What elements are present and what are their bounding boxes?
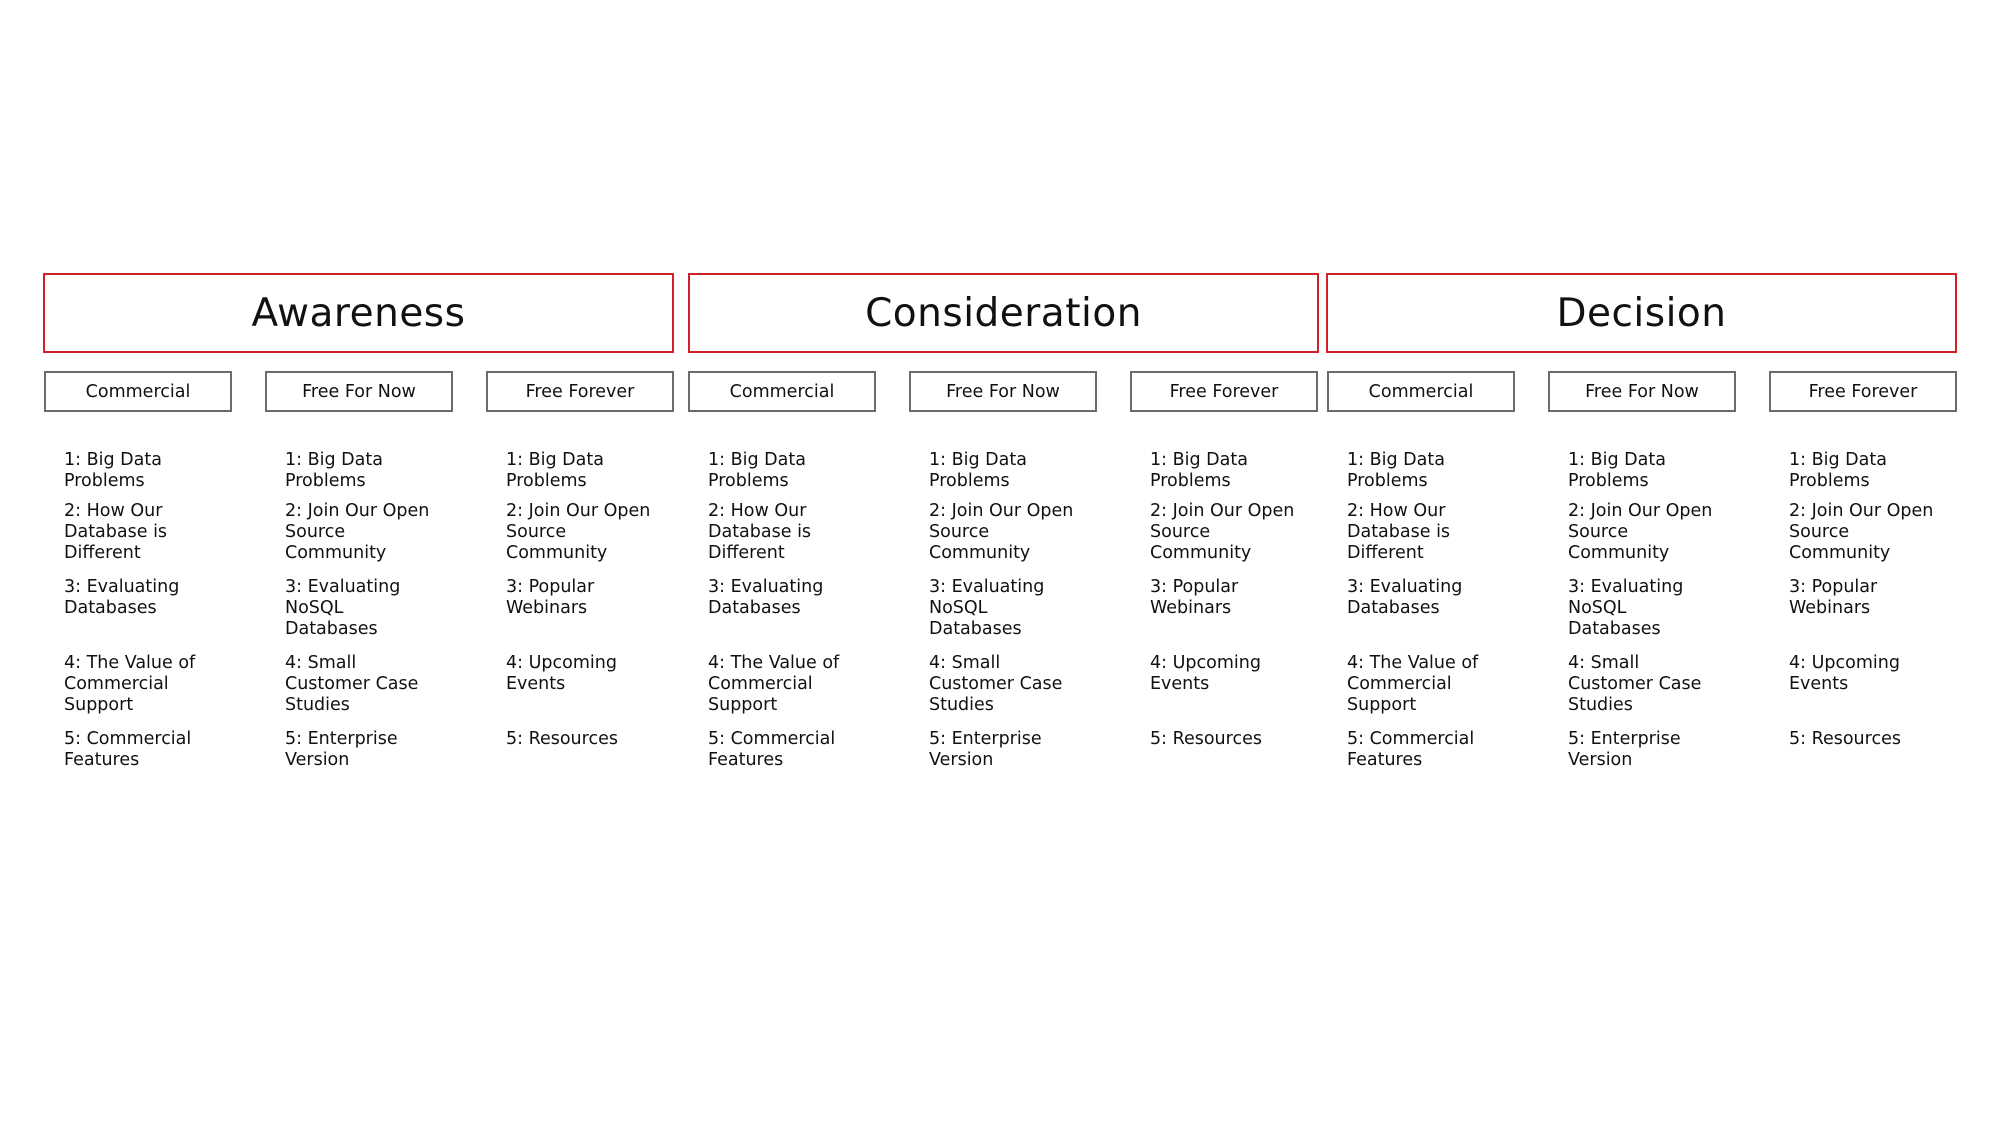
subcat-label: Commercial xyxy=(85,381,191,402)
subcat-label: Free For Now xyxy=(946,381,1060,402)
list-item: 1: Big Data Problems xyxy=(929,450,1027,491)
list-item: 2: Join Our Open Source Community xyxy=(506,501,651,563)
subcat-label: Commercial xyxy=(729,381,835,402)
list-item: 1: Big Data Problems xyxy=(1150,450,1248,491)
list-item: 3: Evaluating NoSQL Databases xyxy=(929,577,1045,639)
list-item: 1: Big Data Problems xyxy=(1568,450,1666,491)
stage-title: Decision xyxy=(1556,290,1727,336)
list-item: 5: Commercial Features xyxy=(708,729,836,770)
list-item: 1: Big Data Problems xyxy=(64,450,162,491)
list-item: 5: Commercial Features xyxy=(1347,729,1475,770)
subcat-free-forever xyxy=(1769,371,1957,412)
list-item: 2: Join Our Open Source Community xyxy=(285,501,430,563)
subcat-label: Free Forever xyxy=(1169,381,1279,402)
subcat-free-for-now xyxy=(909,371,1097,412)
list-item: 2: Join Our Open Source Community xyxy=(1150,501,1295,563)
stage-header-consideration xyxy=(688,273,1319,353)
stage-header-awareness xyxy=(43,273,674,353)
list-item: 1: Big Data Problems xyxy=(708,450,806,491)
subcat-label: Free For Now xyxy=(1585,381,1699,402)
list-item: 3: Evaluating NoSQL Databases xyxy=(285,577,401,639)
list-item: 5: Resources xyxy=(1789,729,1901,749)
list-item: 4: The Value of Commercial Support xyxy=(1347,653,1479,715)
list-item: 4: Upcoming Events xyxy=(1789,653,1900,694)
subcat-label: Commercial xyxy=(1368,381,1474,402)
subcat-free-forever xyxy=(1130,371,1318,412)
list-item: 1: Big Data Problems xyxy=(1347,450,1445,491)
subcat-free-forever xyxy=(486,371,674,412)
list-item: 3: Popular Webinars xyxy=(506,577,595,618)
subcat-label: Free Forever xyxy=(1808,381,1918,402)
subcat-commercial xyxy=(688,371,876,412)
list-item: 3: Evaluating NoSQL Databases xyxy=(1568,577,1684,639)
list-item: 4: Upcoming Events xyxy=(1150,653,1261,694)
list-item: 4: Small Customer Case Studies xyxy=(929,653,1063,715)
list-item: 5: Enterprise Version xyxy=(1568,729,1681,770)
list-item: 1: Big Data Problems xyxy=(285,450,383,491)
list-item: 4: Upcoming Events xyxy=(506,653,617,694)
list-item: 5: Enterprise Version xyxy=(929,729,1042,770)
list-item: 5: Enterprise Version xyxy=(285,729,398,770)
subcat-free-for-now xyxy=(1548,371,1736,412)
list-item: 5: Resources xyxy=(506,729,618,749)
list-item: 3: Evaluating Databases xyxy=(708,577,824,618)
list-item: 3: Popular Webinars xyxy=(1789,577,1878,618)
stage-title: Awareness xyxy=(251,290,466,336)
subcat-commercial xyxy=(44,371,232,412)
subcat-free-for-now xyxy=(265,371,453,412)
list-item: 4: The Value of Commercial Support xyxy=(708,653,840,715)
list-item: 4: The Value of Commercial Support xyxy=(64,653,196,715)
list-item: 5: Commercial Features xyxy=(64,729,192,770)
list-item: 2: Join Our Open Source Community xyxy=(1789,501,1934,563)
list-item: 4: Small Customer Case Studies xyxy=(1568,653,1702,715)
list-item: 2: How Our Database is Different xyxy=(708,501,812,563)
subcat-label: Free For Now xyxy=(302,381,416,402)
stage-header-decision xyxy=(1326,273,1957,353)
subcat-label: Free Forever xyxy=(525,381,635,402)
list-item: 1: Big Data Problems xyxy=(506,450,604,491)
list-item: 2: Join Our Open Source Community xyxy=(1568,501,1713,563)
stage-title: Consideration xyxy=(865,290,1142,336)
list-item: 5: Resources xyxy=(1150,729,1262,749)
list-item: 4: Small Customer Case Studies xyxy=(285,653,419,715)
list-item: 3: Evaluating Databases xyxy=(1347,577,1463,618)
list-item: 2: How Our Database is Different xyxy=(1347,501,1451,563)
list-item: 2: How Our Database is Different xyxy=(64,501,168,563)
list-item: 2: Join Our Open Source Community xyxy=(929,501,1074,563)
subcat-commercial xyxy=(1327,371,1515,412)
list-item: 3: Evaluating Databases xyxy=(64,577,180,618)
list-item: 1: Big Data Problems xyxy=(1789,450,1887,491)
list-item: 3: Popular Webinars xyxy=(1150,577,1239,618)
